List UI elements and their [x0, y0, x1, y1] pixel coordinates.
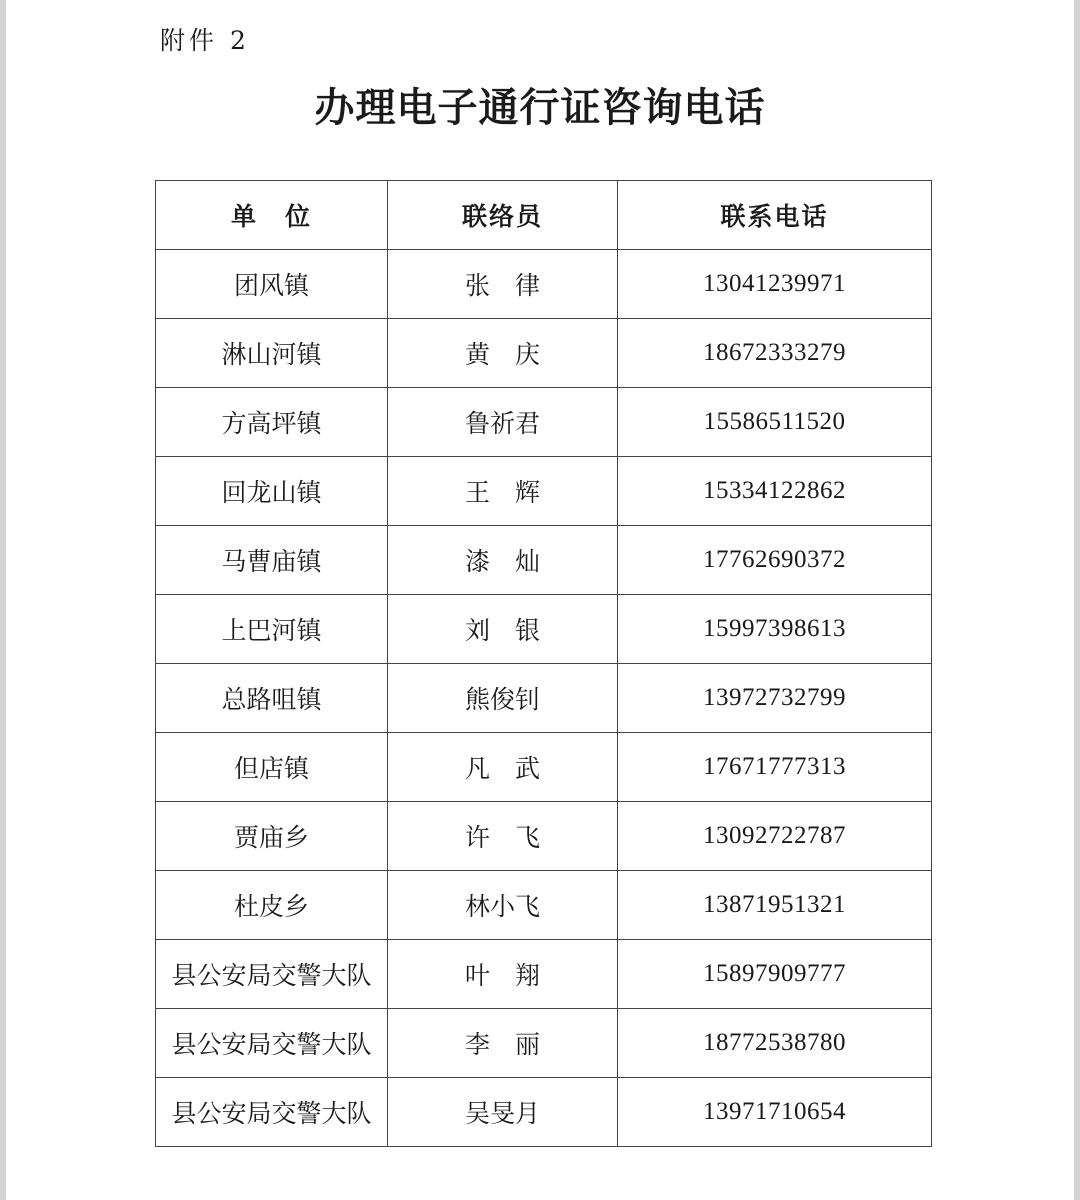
unit-cell: 县公安局交警大队 [156, 1078, 388, 1147]
phone-cell: 18672333279 [618, 319, 932, 388]
contact-cell: 漆 灿 [388, 526, 618, 595]
phone-cell: 13041239971 [618, 250, 932, 319]
page-edge-right [1074, 0, 1080, 1200]
table-row [156, 457, 932, 526]
contact-cell: 黄 庆 [388, 319, 618, 388]
contact-cell: 叶 翔 [388, 940, 618, 1009]
attachment-label: 附件 2 [160, 26, 250, 55]
phone-cell: 13871951321 [618, 871, 932, 940]
contact-cell: 林小飞 [388, 871, 618, 940]
phone-cell: 18772538780 [618, 1009, 932, 1078]
phone-cell: 17762690372 [618, 526, 932, 595]
contact-cell: 王 辉 [388, 457, 618, 526]
contact-table [155, 180, 932, 1147]
table-row [156, 319, 932, 388]
table-row [156, 388, 932, 457]
unit-cell: 上巴河镇 [156, 595, 388, 664]
table-row [156, 1009, 932, 1078]
phone-cell: 15586511520 [618, 388, 932, 457]
header-phone: 联系电话 [618, 181, 932, 250]
table-row [156, 595, 932, 664]
page-edge-left [0, 0, 6, 1200]
header-contact: 联络员 [388, 181, 618, 250]
phone-cell: 15897909777 [618, 940, 932, 1009]
table-row [156, 664, 932, 733]
table-row [156, 802, 932, 871]
unit-cell: 马曹庙镇 [156, 526, 388, 595]
phone-cell: 13092722787 [618, 802, 932, 871]
unit-cell: 杜皮乡 [156, 871, 388, 940]
phone-cell: 15997398613 [618, 595, 932, 664]
contact-cell: 吴旻月 [388, 1078, 618, 1147]
unit-cell: 团风镇 [156, 250, 388, 319]
phone-cell: 15334122862 [618, 457, 932, 526]
contact-cell: 鲁祈君 [388, 388, 618, 457]
unit-cell: 县公安局交警大队 [156, 940, 388, 1009]
contact-cell: 许 飞 [388, 802, 618, 871]
unit-cell: 总路咀镇 [156, 664, 388, 733]
table-row [156, 733, 932, 802]
contact-cell: 凡 武 [388, 733, 618, 802]
unit-cell: 方高坪镇 [156, 388, 388, 457]
table-row [156, 940, 932, 1009]
table-row [156, 526, 932, 595]
header-unit: 单 位 [156, 181, 388, 250]
contact-cell: 刘 银 [388, 595, 618, 664]
unit-cell: 但店镇 [156, 733, 388, 802]
phone-cell: 13972732799 [618, 664, 932, 733]
unit-cell: 淋山河镇 [156, 319, 388, 388]
unit-cell: 回龙山镇 [156, 457, 388, 526]
table-header-row [156, 181, 932, 250]
table-row [156, 250, 932, 319]
table-row [156, 871, 932, 940]
contact-cell: 李 丽 [388, 1009, 618, 1078]
phone-cell: 17671777313 [618, 733, 932, 802]
unit-cell: 县公安局交警大队 [156, 1009, 388, 1078]
page-title: 办理电子通行证咨询电话 [314, 84, 766, 131]
contact-cell: 熊俊钊 [388, 664, 618, 733]
phone-cell: 13971710654 [618, 1078, 932, 1147]
contact-cell: 张 律 [388, 250, 618, 319]
unit-cell: 贾庙乡 [156, 802, 388, 871]
table-row [156, 1078, 932, 1147]
